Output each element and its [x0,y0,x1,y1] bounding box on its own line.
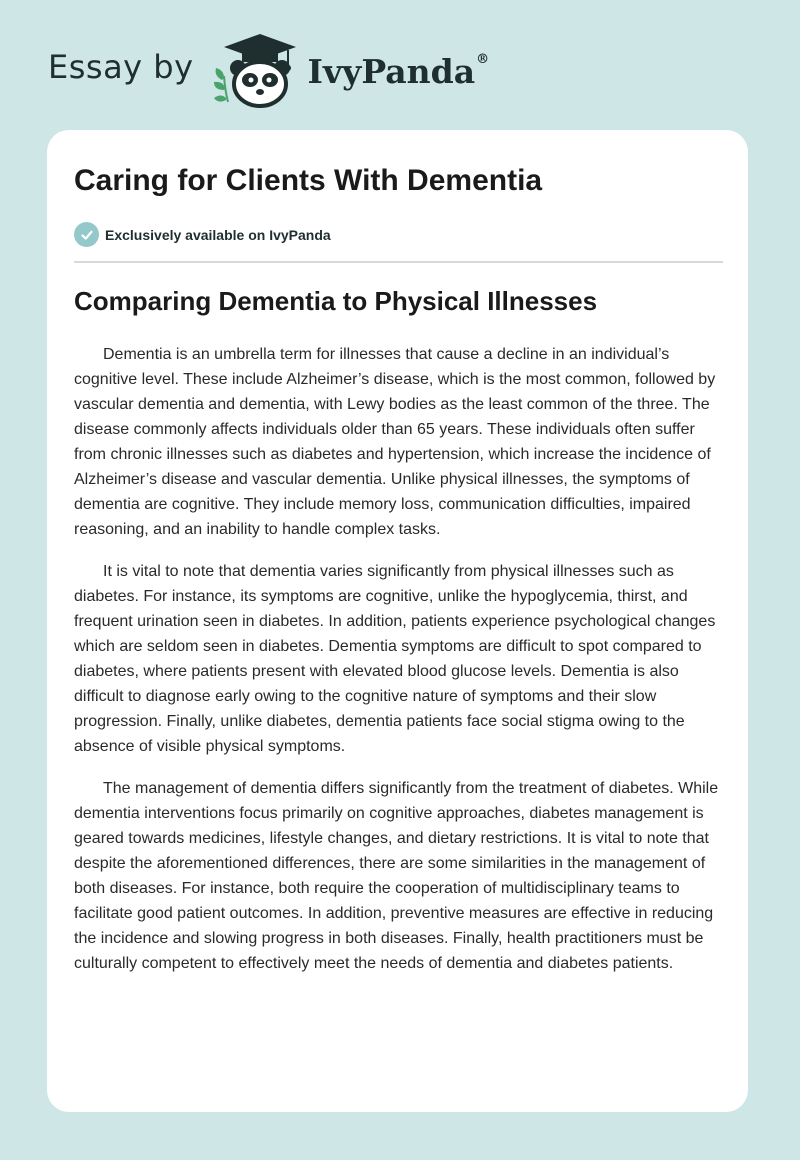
exclusive-badge [74,222,331,247]
paragraph: The management of dementia differs significantly from the treatment of diabetes. While dementia interventions focus primarily on cognitive approaches, diabetes management is geared towards medicines, lifestyle changes, and dietary restrictions. It is vital to note that despite the aforementioned differences, there are some similarities in the management of both diseases. For instance, both require the cooperation of multidisciplinary teams to facilitate good patient outcomes. In addition, preventive measures are effective in reducing the incidence and slowing progress in both diseases. Finally, health practitioners must be culturally competent to effectively meet the needs of dementia and diabetes patients. [74,780,719,972]
panda-logo-icon [208,30,304,110]
page-title: Caring for Clients With Dementia [74,164,543,197]
paragraph: Dementia is an umbrella term for illnesses that cause a decline in an individual’s cognitive level. These include Alzheimer’s disease, which is the most common, followed by vascular dementia and dementia, with Lewy bodies as the least common of the three. The disease commonly affects individuals older than 65 years. These individuals often suffer from chronic illnesses such as diabetes and hypertension, which increase the incidence of Alzheimer’s disease and vascular dementia. Unlike physical illnesses, the symptoms of dementia are cognitive. They include memory loss, communication difficulties, impaired reasoning, and an inability to handle complex tasks. [74,346,716,538]
essay-body [74,342,724,993]
exclusive-badge-text: Exclusively available on IvyPanda [105,226,331,243]
registered-mark: ® [476,51,490,67]
section-heading: Comparing Dementia to Physical Illnesses [74,286,598,316]
site-header [48,30,489,110]
divider [74,261,723,263]
paragraph: It is vital to note that dementia varies significantly from physical illnesses such as diabetes. For instance, its symptoms are cognitive, unlike the hypoglycemia, thirst, and frequent urination seen in diabetes. In addition, patients experience psychological changes which are seldom seen in diabetes. Dementia symptoms are difficult to spot compared to diabetes, where patients present with elevated blood glucose levels. Dementia is also difficult to diagnose early owing to the cognitive nature of symptoms and their slow progression. Finally, unlike diabetes, dementia patients face social stigma owing to the absence of visible physical symptoms. [74,563,716,755]
brand-name: IvyPanda® [307,51,490,91]
essay-card [47,130,748,1112]
check-circle-icon [74,222,99,247]
essay-by-label: Essay by [48,48,194,86]
